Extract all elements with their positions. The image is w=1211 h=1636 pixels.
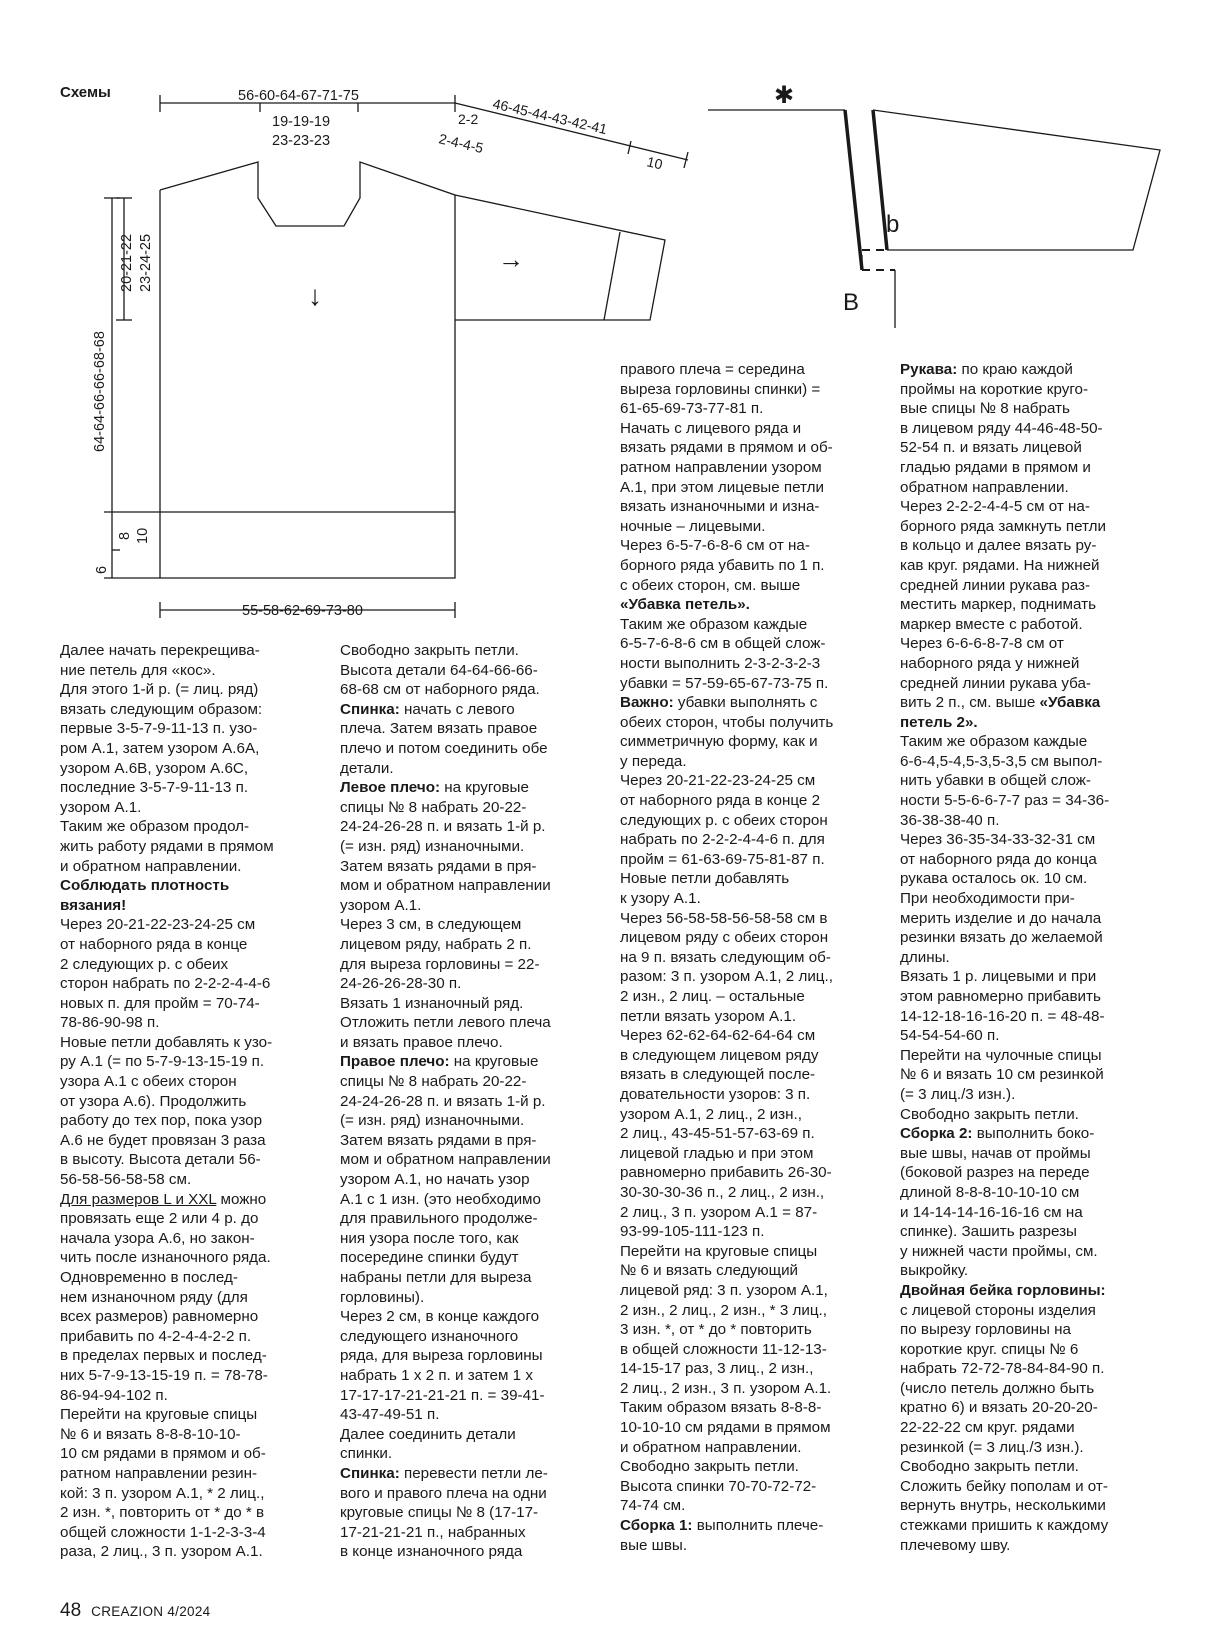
text-column-4: Рукава: по краю каждой проймы на короткие круго- вые спицы № 8 набрать в лицевом ряду 44-46-48-50- 52-54 п. и вязать лицевой гладью рядами в прямом и обратном направлении. Через 2-2-2-4-4-5 см от на- борного ряда замкнуть петли в кольцо и далее вязать ру- кав круг. рядами. На нижней средней линии рукава раз- местить маркер, поднимать маркер вместе с работой. Через 6-6-6-8-7-8 см от наборного ряда у нижней средней линии рукава уба- вить 2 п., см. выше «Убавка петель 2». Таким же образом каждые 6-6-4,5-4,5-3,5-3,5 см выпол- нить убавки в общей слож- ности 5-5-6-6-7-7 раз = 34-36- 36-38-38-40 п. Через 36-35-34-33-32-31 см от наборного ряда до конца рукава осталось ок. 10 см. При необходимости при- мерить изделие и до начала резинки вязать до желаемой длины. Вязать 1 р. лицевыми и при этом равномерно прибавить 14-12-18-16-16-20 п. = 48-48- 54-54-54-60 п. Перейти на чулочные спицы № 6 и вязать 10 см резинкой (= 3 лиц./3 изн.). Свободно закрыть петли. Сборка 2: выполнить боко- вые швы, начав от проймы (боковой разрез на переде длиной 8-8-8-10-10-10 см и 14-14-14-16-16-16 см на спинке). Зашить разрезы у нижней части проймы, см. выкройку. Двойная бейка горловины: с лицевой стороны изделия по вырезу горловины на короткие круг. спицы № 6 набрать 72-72-78-84-84-90 п. (число петель должно быть кратно 6) и вязать 20-20-20- 22-22-22 см круг. рядами резинкой (= 3 лиц./3 изн.). Свободно закрыть петли. Сложить бейку пополам и от- вернуть внутрь, несколькими стежками пришить к каждому плечевому шву. <box>900 361 1110 1554</box>
side-slit-front-label: 8 <box>117 531 133 540</box>
text-column-1: Далее начать перекрещива- ние петель для «кос». Для этого 1-й р. (= лиц. ряд) вязать следующим образом: первые 3-5-7-9-11-13 п. узо- ром А.1, затем узором А.6А, узором А.6В, узором А.6С, последние 3-5-7-9-11-13 п. узором А.1. Таким же образом продол- жить работу рядами в прямом и обратном направлении. Соблюдать плотность вязания! Через 20-21-22-23-24-25 см от наборного ряда в конце 2 следующих р. с обеих сторон набрать по 2-2-2-4-4-6 новых п. для пройм = 70-74- 78-86-90-98 п. Новые петли добавлять к узо- ру А.1 (= по 5-7-9-13-15-19 п. узора А.1 с обеих сторон от узора А.6). Продолжить работу до тех пор, пока узор А.6 не будет провязан 3 раза в высоту. Высота детали 56- 56-58-56-58-58 см. Для размеров L и XXL можно провязать еще 2 или 4 р. до начала узора А.6, но закон- чить после изнаночного ряда. Одновременно в послед- нем изнаночном ряду (для всех размеров) равномерно прибавить по 4-2-4-4-2-2 п. в пределах первых и послед- них 5-7-9-13-15-19 п. = 78-78- 86-94-94-102 п. Перейти на круговые спицы № 6 и вязать 8-8-8-10-10- 10 см рядами в прямом и об- ратном направлении резин- кой: 3 п. узором А.1, * 2 лиц., 2 изн. *, повторить от * до * в общей сложности 1-1-2-3-3-4 раза, 2 лиц., 3 п. узором А.1. <box>60 642 274 1561</box>
neck-width-label-2: 23-23-23 <box>272 133 331 149</box>
star-marker-icon: ✱ <box>774 82 795 109</box>
text-column-2: Свободно закрыть петли. Высота детали 64-64-66-66- 68-68 см от наборного ряда. Спинка: начать с левого плеча. Затем вязать правое плечо и потом соединить обе детали. Левое плечо: на круговые спицы № 8 набрать 20-22- 24-24-26-28 п. и вязать 1-й р. (= изн. ряд) изнаночными. Затем вязать рядами в пря- мом и обратном направлении узором А.1. Через 3 см, в следующем лицевом ряду, набрать 2 п. для выреза горловины = 22- 24-26-26-28-30 п. Вязать 1 изнаночный ряд. Отложить петли левого плеча и вязать правое плечо. Правое плечо: на круговые спицы № 8 набрать 20-22- 24-24-26-28 п. и вязать 1-й р. (= изн. ряд) изнаночными. Затем вязать рядами в пря- мом и обратном направлении узором А.1, но начать узор А.1 с 1 изн. (это необходимо для правильного продолже- ния узора после того, как посередине спинки будут набраны петли для выреза горловины). Через 2 см, в конце каждого следующего изнаночного ряда, для выреза горловины набрать 1 х 2 п. и затем 1 х 17-17-17-21-21-21 п. = 39-41- 43-47-49-51 п. Далее соединить детали спинки. Спинка: перевести петли ле- вого и правого плеча на одни круговые спицы № 8 (17-17- 17-21-21-21 п., набранных в конце изнаночного ряда <box>340 642 551 1561</box>
text-column-3: правого плеча = середина выреза горловины спинки) = 61-65-69-73-77-81 п. Начать с лицевого ряда и вязать рядами в прямом и об- ратном направлении узором А.1, при этом лицевые петли вязать изнаночными и изна- ночные – лицевыми. Через 6-5-7-6-8-6 см от на- борного ряда убавить по 1 п. с обеих сторон, см. выше «Убавка петель». Таким же образом каждые 6-5-7-6-8-6 см в общей слож- ности выполнить 2-3-2-3-2-3 убавки = 57-59-65-67-73-75 п. Важно: убавки выполнять с обеих сторон, чтобы получить симметричную форму, как и у переда. Через 20-21-22-23-24-25 см от наборного ряда в конце 2 следующих р. с обеих сторон набрать по 2-2-2-4-4-6 п. для пройм = 61-63-69-75-81-87 п. Новые петли добавлять к узору А.1. Через 56-58-58-56-58-58 см в лицевом ряду с обеих сторон на 9 п. вязать следующим об- разом: 3 п. узором А.1, 2 лиц., 2 изн., 2 лиц. – остальные петли вязать узором А.1. Через 62-62-64-62-64-64 см в следующем лицевом ряду вязать в следующей после- довательности узоров: 3 п. узором А.1, 2 лиц., 2 изн., 2 лиц., 43-45-51-57-63-69 п. лицевой гладью и при этом равномерно прибавить 26-30- 30-30-30-36 п., 2 лиц., 2 изн., 2 лиц., 3 п. узором А.1 = 87- 93-99-105-111-123 п. Перейти на круговые спицы № 6 и вязать следующий лицевой ряд: 3 п. узором А.1, 2 изн., 2 лиц., 2 изн., * 3 лиц., 3 изн. *, от * до * повторить в общей сложности 11-12-13- 14-15-17 раз, 3 лиц., 2 изн., 2 лиц., 2 изн., 3 п. узором А.1. Таким образом вязать 8-8-8- 10-10-10 см рядами в прямом и обратном направлении. Свободно закрыть петли. Высота спинки 70-70-72-72- 74-74 см. Сборка 1: выполнить плече- вые швы. <box>620 361 834 1554</box>
detail-label-b: b <box>886 211 900 238</box>
top-width-label: 56-60-64-67-71-75 <box>238 88 359 104</box>
knit-direction-right-icon: → <box>498 244 524 274</box>
armhole-height-label-2: 23-24-25 <box>138 233 154 292</box>
detail-label-B: B <box>843 289 860 316</box>
cuff-length-label: 10 <box>645 153 665 173</box>
shoulder-slope-label-2: 2-4-4-5 <box>437 130 485 157</box>
page-footer <box>60 1600 210 1622</box>
armhole-height-label-1: 20-21-22 <box>119 233 135 292</box>
page-title: Схемы <box>60 84 111 101</box>
sleeve-length-label: 46-45-44-43-42-41 <box>491 95 609 138</box>
rib-height-label: 6 <box>94 565 110 574</box>
magazine-issue: CREAZION 4/2024 <box>91 1604 211 1619</box>
side-slit-back-label: 10 <box>135 527 151 544</box>
bottom-width-label: 55-58-62-69-73-80 <box>242 603 363 619</box>
neck-width-label-1: 19-19-19 <box>272 114 331 130</box>
shoulder-slope-label-1: 2-2 <box>458 111 479 127</box>
total-length-label: 64-64-66-66-68-68 <box>92 331 108 452</box>
knit-direction-down-icon: ↓ <box>308 280 322 311</box>
page-number: 48 <box>60 1600 82 1621</box>
